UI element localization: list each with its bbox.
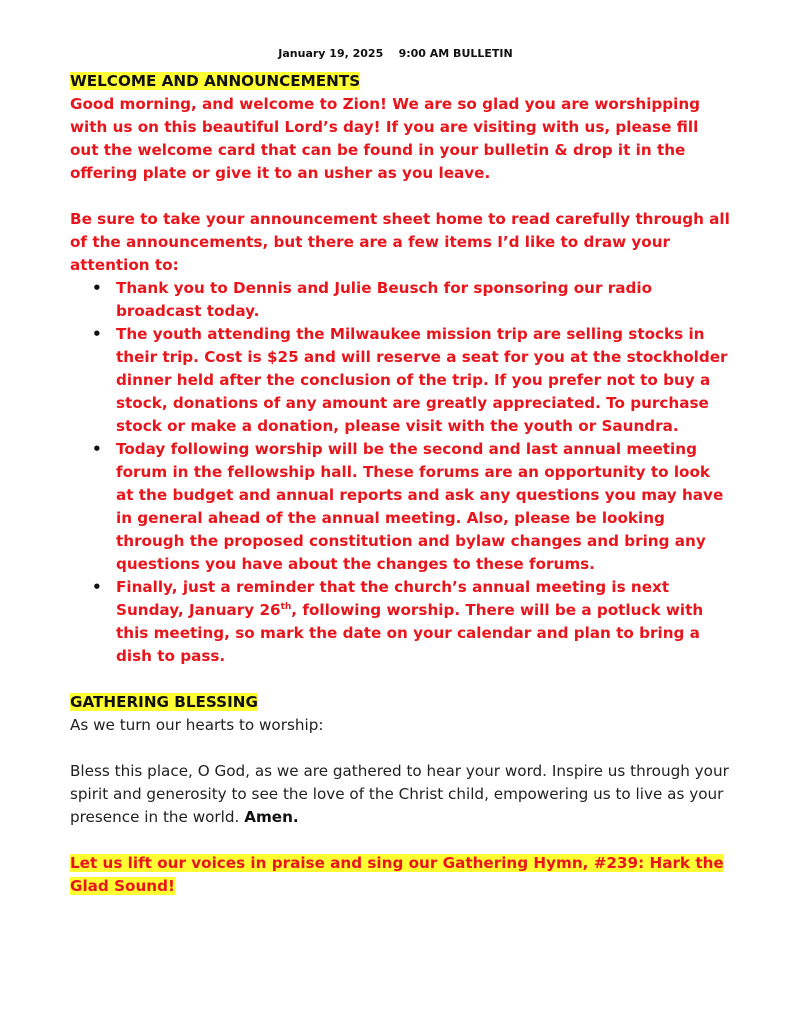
welcome-intro: Good morning, and welcome to Zion! We are so glad you are worshipping with us on this beautiful Lord’s day! If you are visiting with us, please fill out the welcome card that can be found in your bulletin & drop it in the offering plate or give it to an usher as you leave.: [70, 95, 701, 182]
announcements-lead: Be sure to take your announcement sheet home to read carefully through all of the announcements, but there are a few items I’d like to draw your attention to:: [70, 210, 730, 274]
ordinal-suffix: th: [280, 601, 292, 612]
header-service: 9:00 AM BULLETIN: [398, 47, 513, 60]
blessing-heading: GATHERING BLESSING: [70, 693, 258, 711]
announcement-list: [70, 277, 730, 668]
bulletin-header: [0, 47, 791, 60]
announcement-item: [116, 576, 730, 668]
header-date: January 19, 2025: [278, 47, 384, 60]
prayer-amen: Amen.: [244, 808, 299, 826]
blessing-prayer: [70, 760, 730, 829]
announcement-text-cont: , following worship. There will be a potluck with this meeting, so mark the date on your calendar and plan to bring a dish to pass.: [116, 601, 704, 665]
announcement-item: • Today following worship will be the second and last annual meeting forum in the fellowship hall. These forums are an opportunity to look at the budget and annual reports and ask any questions you may have in general ahead of the annual meeting. Also, please be looking through the proposed constitution and bylaw changes and bring any questions you have about the changes to these forums.: [116, 438, 730, 576]
hymn-invitation: Let us lift our voices in praise and sing our Gathering Hymn, #239: Hark the Glad Sound!: [70, 854, 724, 895]
announcement-item: • The youth attending the Milwaukee mission trip are selling stocks in their trip. Cost is $25 and will reserve a seat for you at the stockholder dinner held after the conclusion of the trip. If you prefer not to buy a stock, donations of any amount are greatly appreciated. To purchase stock or make a donation, please visit with the youth or Saundra.: [116, 323, 730, 438]
blessing-intro: As we turn our hearts to worship:: [70, 716, 324, 734]
welcome-heading: WELCOME AND ANNOUNCEMENTS: [70, 72, 361, 90]
announcement-item: • Thank you to Dennis and Julie Beusch for sponsoring our radio broadcast today.: [116, 277, 730, 323]
prayer-text: Bless this place, O God, as we are gathered to hear your word. Inspire us through your spirit and generosity to see the love of the Christ child, empowering us to live as your presence in the world.: [70, 762, 729, 826]
announcement-text: Finally, just a reminder that the church’s annual meeting is next Sunday, January 26: [116, 578, 670, 619]
bulletin-content: [70, 70, 730, 898]
